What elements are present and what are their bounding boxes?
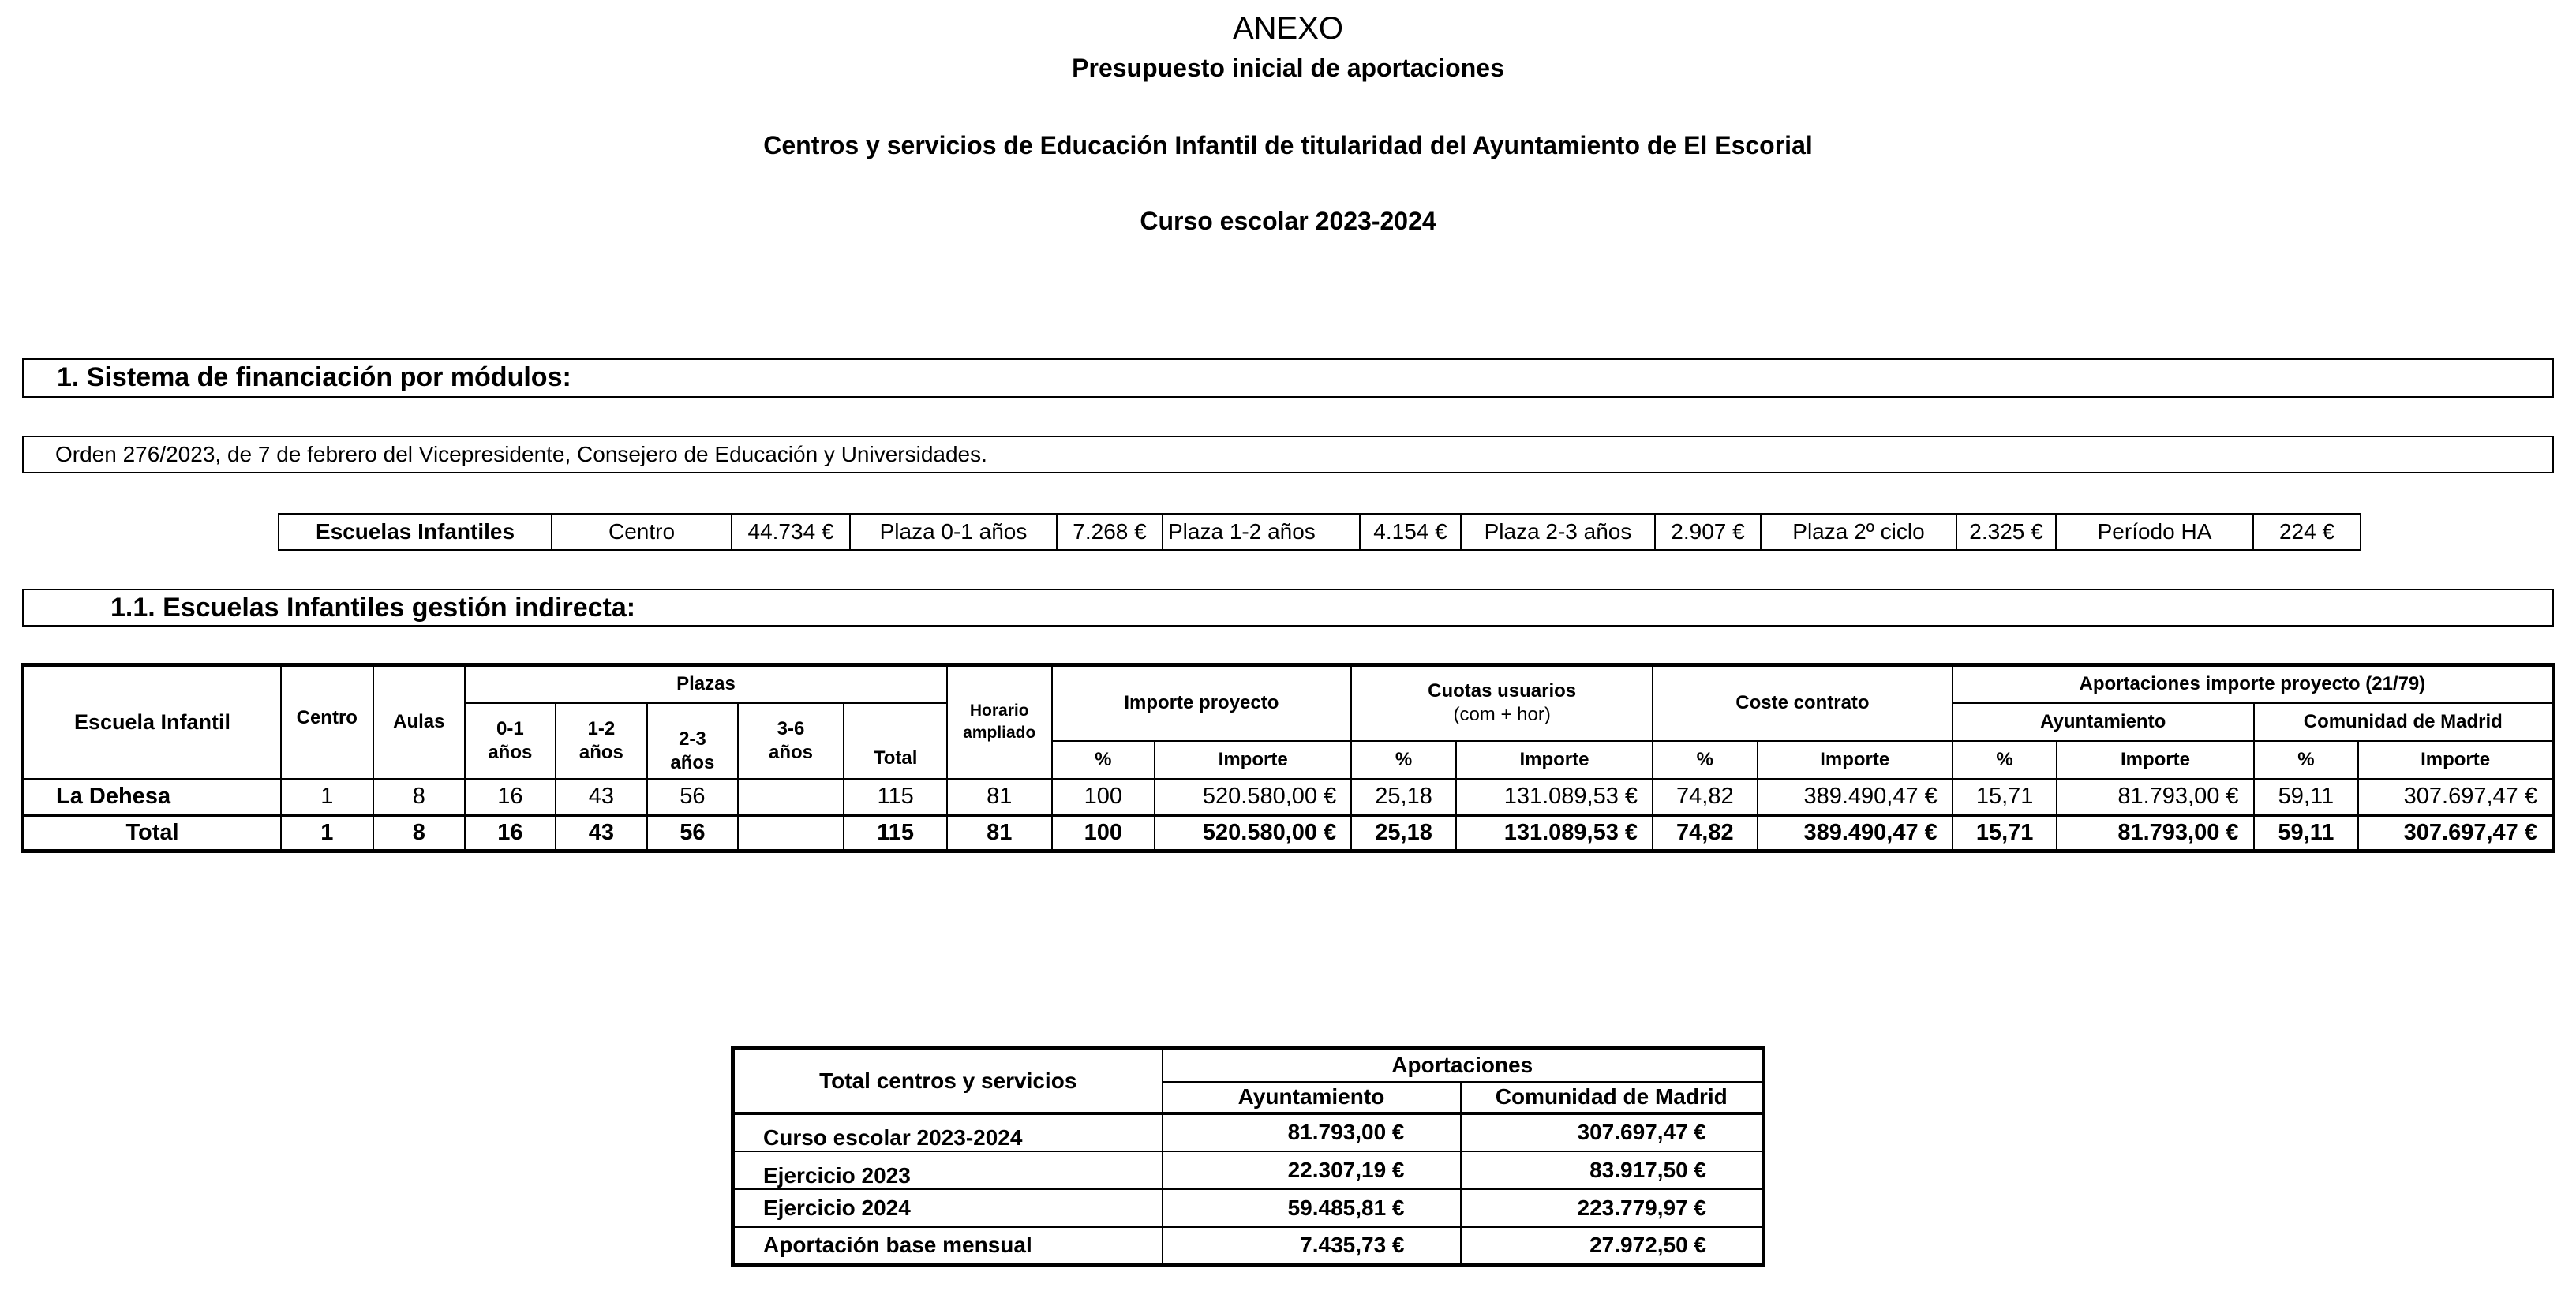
ip-pct-header: % [1052,741,1155,779]
total-p12: 43 [556,815,648,851]
total-cm-pct: 59,11 [2254,815,2359,851]
col-horario [947,665,1052,779]
total-horario: 81 [947,815,1052,851]
total-cu-pct: 25,18 [1351,815,1456,851]
order-box [22,436,2554,473]
summary-cm: 307.697,47 € [1461,1113,1764,1151]
col-plazas: Plazas [465,665,947,703]
col-aportaciones: Aportaciones importe proyecto (21/79) [1953,665,2554,703]
summary-cm: 27.972,50 € [1461,1227,1764,1265]
total-p23: 56 [647,815,738,851]
cc-imp-header: Importe [1758,741,1953,779]
total-cu-imp: 131.089,53 € [1456,815,1653,851]
module-name: Plaza 0-1 años [850,514,1057,550]
budget-subtitle: Presupuesto inicial de aportaciones [1072,54,1504,82]
module-value: 4.154 € [1360,514,1461,550]
total-total: 115 [844,815,947,851]
summary-ayto: 22.307,19 € [1163,1151,1461,1189]
module-value: 7.268 € [1057,514,1163,550]
total-escuela: Total [23,815,282,851]
header-row-1 [23,665,2554,703]
ay-pct-header: % [1953,741,2057,779]
summary-ayto: 7.435,73 € [1163,1227,1461,1265]
col-escuela: Escuela Infantil [23,665,282,779]
row-cm-imp: 307.697,47 € [2358,779,2553,815]
ay-imp-header: Importe [2057,741,2253,779]
total-ay-imp: 81.793,00 € [2057,815,2253,851]
module-name: Plaza 2º ciclo [1761,514,1956,550]
row-cu-imp: 131.089,53 € [1456,779,1653,815]
summary-title: Total centros y servicios [733,1049,1163,1113]
cuotas-label: Cuotas usuarios [1428,680,1577,702]
summary-aportaciones: Aportaciones [1163,1049,1764,1082]
cm-pct-header: % [2254,741,2359,779]
summary-row [733,1151,1764,1189]
total-aulas: 8 [373,815,466,851]
total-p36 [738,815,844,851]
module-value: 224 € [2253,514,2361,550]
summary-label: Aportación base mensual [733,1227,1163,1265]
summary-row [733,1189,1764,1227]
summary-cm: 223.779,97 € [1461,1189,1764,1227]
cc-pct-header: % [1653,741,1758,779]
col-p01 [465,703,556,779]
summary-comunidad: Comunidad de Madrid [1461,1082,1764,1113]
summary-label: Curso escolar 2023-2024 [733,1113,1163,1151]
module-value: 2.907 € [1655,514,1761,550]
p36-a: 3-6 [777,717,805,739]
p23-b: años [670,751,715,773]
main-table [21,663,2555,853]
col-comunidad: Comunidad de Madrid [2254,703,2554,741]
summary-cm: 83.917,50 € [1461,1151,1764,1189]
cuotas-sub: (com + hor) [1453,704,1551,726]
col-ayuntamiento: Ayuntamiento [1953,703,2254,741]
modules-table [278,513,2361,551]
section1-box [22,358,2554,398]
total-ip-imp: 520.580,00 € [1155,815,1351,851]
col-coste: Coste contrato [1653,665,1953,741]
table-row [23,779,2554,815]
col-p23 [647,703,738,779]
modules-row [279,514,2361,550]
section1-title: 1. Sistema de financiación por módulos: [57,362,571,392]
module-value: 2.325 € [1956,514,2056,550]
p12-a: 1-2 [587,717,616,739]
total-cc-pct: 74,82 [1653,815,1758,851]
total-ay-pct: 15,71 [1953,815,2057,851]
ip-imp-header: Importe [1155,741,1351,779]
p01-a: 0-1 [496,717,524,739]
row-ay-pct: 15,71 [1953,779,2057,815]
row-ip-pct: 100 [1052,779,1155,815]
p23-a: 2-3 [679,728,706,750]
row-cm-pct: 59,11 [2254,779,2359,815]
row-p12: 43 [556,779,648,815]
section11-title: 1.1. Escuelas Infantiles gestión indirecta: [110,593,636,623]
total-centro: 1 [281,815,373,851]
order-text: Orden 276/2023, de 7 de febrero del Vicepresidente, Consejero de Educación y Universidades. [55,442,987,466]
summary-row [733,1227,1764,1265]
row-horario: 81 [947,779,1052,815]
row-aulas: 8 [373,779,466,815]
row-centro: 1 [281,779,373,815]
row-p23: 56 [647,779,738,815]
row-cc-pct: 74,82 [1653,779,1758,815]
cu-pct-header: % [1351,741,1456,779]
row-p36 [738,779,844,815]
col-centro: Centro [281,665,373,779]
col-p36 [738,703,844,779]
summary-label: Ejercicio 2023 [733,1151,1163,1189]
total-cm-imp: 307.697,47 € [2358,815,2553,851]
col-cuotas [1351,665,1653,741]
p12-b: años [578,741,623,763]
row-cc-imp: 389.490,47 € [1758,779,1953,815]
summary-table [731,1046,1765,1267]
p01-b: años [488,741,533,763]
total-cc-imp: 389.490,47 € [1758,815,1953,851]
summary-row [733,1113,1764,1151]
module-value: 44.734 € [732,514,850,550]
summary-label: Ejercicio 2024 [733,1189,1163,1227]
row-p01: 16 [465,779,556,815]
section11-box [22,589,2554,627]
cu-imp-header: Importe [1456,741,1653,779]
summary-ayto: 59.485,81 € [1163,1189,1461,1227]
modules-label: Escuelas Infantiles [279,514,552,550]
row-ay-imp: 81.793,00 € [2057,779,2253,815]
col-p12 [556,703,648,779]
p36-b: años [768,741,813,763]
total-p01: 16 [465,815,556,851]
row-escuela: La Dehesa [23,779,282,815]
summary-ayuntamiento: Ayuntamiento [1163,1082,1461,1113]
row-total: 115 [844,779,947,815]
summary-header-1 [733,1049,1764,1082]
summary-ayto: 81.793,00 € [1163,1113,1461,1151]
module-name: Período HA [2056,514,2253,550]
row-cu-pct: 25,18 [1351,779,1456,815]
row-ip-imp: 520.580,00 € [1155,779,1351,815]
annex-heading: ANEXO [1232,11,1344,46]
horario-line1: Horario [969,702,1029,720]
module-name: Plaza 2-3 años [1461,514,1655,550]
module-name: Plaza 1-2 años [1163,514,1360,550]
centers-title: Centros y servicios de Educación Infantil de titularidad del Ayuntamiento de El Escorial [763,131,1813,159]
total-ip-pct: 100 [1052,815,1155,851]
cm-imp-header: Importe [2358,741,2553,779]
course-title: Curso escolar 2023-2024 [1140,207,1436,235]
col-total: Total [844,703,947,779]
col-aulas: Aulas [373,665,466,779]
col-importe-proyecto: Importe proyecto [1052,665,1352,741]
horario-line2: ampliado [963,724,1036,743]
module-name: Centro [552,514,732,550]
total-row [23,815,2554,851]
